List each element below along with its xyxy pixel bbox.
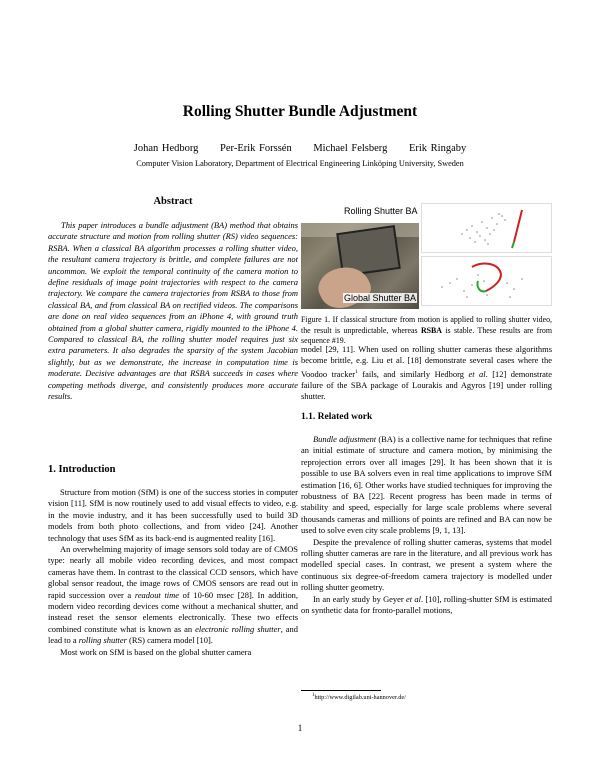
related-paragraph-3: In an early study by Geyer et al. [10], rolling-shutter SfM is estimated on synthetic data for fronto-parallel motions, <box>301 593 553 616</box>
footnote: $^1$http://www.digilab.uni-hannover.de/ <box>312 693 406 702</box>
figure-1 <box>301 203 552 309</box>
author-list <box>0 143 600 154</box>
abstract-heading: Abstract <box>153 196 193 207</box>
rolling-shutter-ba-label: Rolling Shutter BA <box>344 206 418 216</box>
figure-caption: Figure 1. If classical structure from motion is applied to rolling shutter video, the result is unpredictable, whereas RSBA is stable. These results are from sequence #19. <box>301 315 552 346</box>
related-work-heading: 1.1. Related work <box>301 412 373 422</box>
intro-paragraph-1: Structure from motion (SfM) is one of the success stories in computer vision [11]. SfM is now routinely used to add visual effects to video, e.g. in the movie industry, and it has been successfully used to build 3D models from both photo collections, and from video [24]. Another technology that uses SfM as its back-end is augmented reality [16]. <box>48 487 298 543</box>
related-paragraph-1: Bundle adjustment (BA) is a collective name for techniques that refine an initial estimate of structure and camera motion, by minimising the reprojection errors over all images [29]. It has been shown that it is possible to use BA solvers even in real time applications to improve SfM estimation [16, 6]. Other works have studied techniques for improving the robustness of BA [22]. Recent progress has been made in terms of stability and speed, especially for large scale problems where several thousands cameras and millions of points are refined and BA can now be used to solve even city scale problems [9, 1, 13]. <box>301 434 552 536</box>
intro-continuation-text: model [29, 11]. When used on rolling shutter cameras these algorithms become brittle, e.g. Liu et al. [18] demonstrate several cases where the Voodoo tracker$^1$ fails, and similarly Hedborg et al. [12] demonstrate failure of the SBA package of Lourakis and Agyros [19] under rolling shutter. <box>301 344 553 402</box>
rolling-shutter-ba-plot <box>421 203 552 253</box>
intro-paragraph-2: An overwhelming majority of image sensors sold today are of CMOS type: nearly all mobile video recording devices, and most compact cameras have them. In contrast to the classical CCD sensors, which have global sensor readout, the image rows of CMOS sensors are read out in rapid succession over a readout time of 10-60 msec [28]. In addition, modern video recording devices come without a mechanical shutter, and instead reset the sensor elements electronically. These two effects combined constitute what is known as an electronic rolling shutter, and lead to a rolling shutter (RS) camera model [10]. <box>48 544 298 646</box>
intro-continuation <box>301 344 552 403</box>
gs-point-cloud <box>422 257 551 305</box>
rs-point-cloud <box>422 204 551 252</box>
paper-title: Rolling Shutter Bundle Adjustment <box>182 103 418 120</box>
author-name: Per-Erik Forssén <box>220 143 292 154</box>
intro-heading: 1. Introduction <box>48 464 116 475</box>
abstract-text: This paper introduces a bundle adjustment (BA) method that obtains accurate structure and motion from rolling shutter (RS) video sequences: RSBA. When a classical BA algorithm processes a rolling shutter video, the resultant camera trajectory is brittle, and complete failures are not uncommon. We exploit the temporal continuity of the camera motion to define residuals of image point trajectories with respect to the camera trajectory. We compare the camera trajectories from RSBA to those from classical BA, and from classical BA on rectified videos. The comparisons are done on real video sequences from an iPhone 4, with ground truth obtained from a global shutter camera, rigidly mounted to the iPhone 4. Compared to classical BA, the rolling shutter model requires just six extra parameters. It also degrades the sparsity of the system Jacobian slightly, but as we demonstrate, the increase in computation time is moderate. Decisive advantages are that RSBA succeeds in cases where competing methods diverge, and consistently produces more accurate results. <box>48 220 298 402</box>
related-paragraph-2: Despite the prevalence of rolling shutter cameras, systems that model rolling shutter cameras are rare in the literature, and all previous work has modelled special cases. In contrast, we present a system where the continuous six degree-of-freedom camera trajectory is modelled under rolling shutter geometry. <box>301 536 552 593</box>
intro-paragraph-3: Most work on SfM is based on the global shutter camera <box>60 646 252 657</box>
author-name: Erik Ringaby <box>408 143 467 154</box>
abstract-body <box>48 220 298 403</box>
page-number: 1 <box>297 723 303 733</box>
global-shutter-ba-plot <box>421 256 552 306</box>
global-shutter-ba-label: Global Shutter BA <box>344 293 417 303</box>
author-name: Michael Felsberg <box>313 143 388 154</box>
intro-body <box>48 487 298 658</box>
author-name: Johan Hedborg <box>133 143 199 154</box>
affiliation: Computer Vision Laboratory, Department of Electrical Engineering Linköping University, Sweden <box>136 159 464 168</box>
footnote-rule <box>301 690 381 691</box>
related-work-body <box>301 434 552 617</box>
